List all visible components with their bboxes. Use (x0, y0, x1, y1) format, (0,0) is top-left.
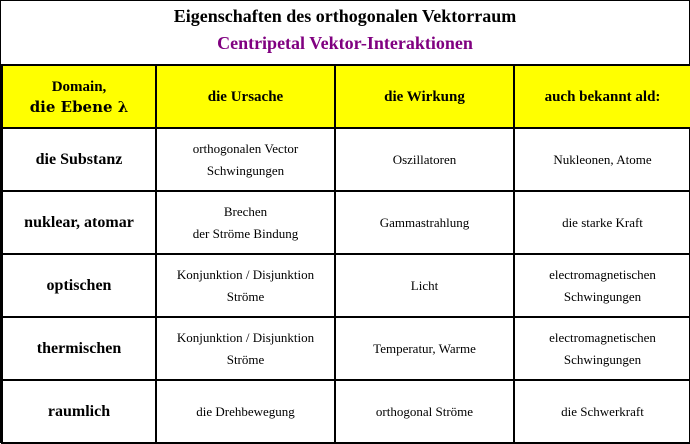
cell-cause-line: Konjunktion / Disjunktion (176, 266, 315, 282)
cell-cause (156, 128, 335, 191)
cell-aka (514, 128, 690, 191)
cell-aka (514, 317, 690, 380)
title-block (1, 1, 689, 64)
cell-effect-line: Licht (410, 277, 439, 293)
table-body (2, 128, 690, 443)
cell-effect-line: orthogonal Ströme (375, 403, 474, 419)
cell-domain: optischen (2, 254, 156, 317)
cell-cause-line: orthogonalen Vector (192, 140, 299, 156)
cell-domain: thermischen (2, 317, 156, 380)
cell-effect (335, 254, 514, 317)
table-header-row (2, 65, 690, 128)
cell-cause (156, 380, 335, 443)
table-row (2, 317, 690, 380)
cell-aka (514, 380, 690, 443)
cell-cause-line: Ströme (226, 351, 265, 367)
cell-effect (335, 191, 514, 254)
page-subtitle: Centripetal Vektor-Interaktionen (217, 33, 473, 53)
cell-aka-line: Schwingungen (563, 351, 642, 367)
cell-effect-line: Oszillatoren (392, 151, 457, 167)
cell-domain: die Substanz (2, 128, 156, 191)
cell-effect-line: Gammastrahlung (379, 214, 470, 230)
cell-aka-line: Schwingungen (563, 288, 642, 304)
cell-effect-line: Temperatur, Warme (373, 340, 476, 356)
cell-aka-line: electromagnetischen (549, 329, 656, 345)
cell-domain: nuklear, atomar (2, 191, 156, 254)
cell-aka-line: die Schwerkraft (561, 403, 644, 419)
cell-aka-line: Nukleonen, Atome (553, 151, 652, 167)
header-effect: die Wirkung (335, 65, 514, 128)
cell-aka-line: electromagnetischen (549, 266, 656, 282)
table-row (2, 191, 690, 254)
header-cause: die Ursache (156, 65, 335, 128)
cell-cause-line: die Drehbewegung (196, 403, 295, 419)
cell-aka-line: die starke Kraft (562, 214, 643, 230)
table-row (2, 254, 690, 317)
cell-aka (514, 191, 690, 254)
header-domain (2, 65, 156, 128)
cell-cause-line: Konjunktion / Disjunktion (176, 329, 315, 345)
header-domain-line2: die Ebene λ (29, 97, 129, 116)
cell-cause (156, 254, 335, 317)
properties-table (1, 64, 690, 444)
table-row (2, 128, 690, 191)
cell-effect (335, 317, 514, 380)
cell-cause (156, 191, 335, 254)
cell-aka (514, 254, 690, 317)
table-row (2, 380, 690, 443)
cell-cause-line: der Ströme Bindung (192, 225, 299, 241)
header-domain-line1: Domain, (51, 78, 107, 95)
cell-effect (335, 380, 514, 443)
cell-domain: raumlich (2, 380, 156, 443)
cell-cause-line: Brechen (223, 203, 268, 219)
cell-cause (156, 317, 335, 380)
header-aka: auch bekannt ald: (514, 65, 690, 128)
page-title: Eigenschaften des orthogonalen Vektorraum (173, 6, 517, 26)
cell-cause-line: Ströme (226, 288, 265, 304)
cell-cause-line: Schwingungen (206, 162, 285, 178)
cell-effect (335, 128, 514, 191)
